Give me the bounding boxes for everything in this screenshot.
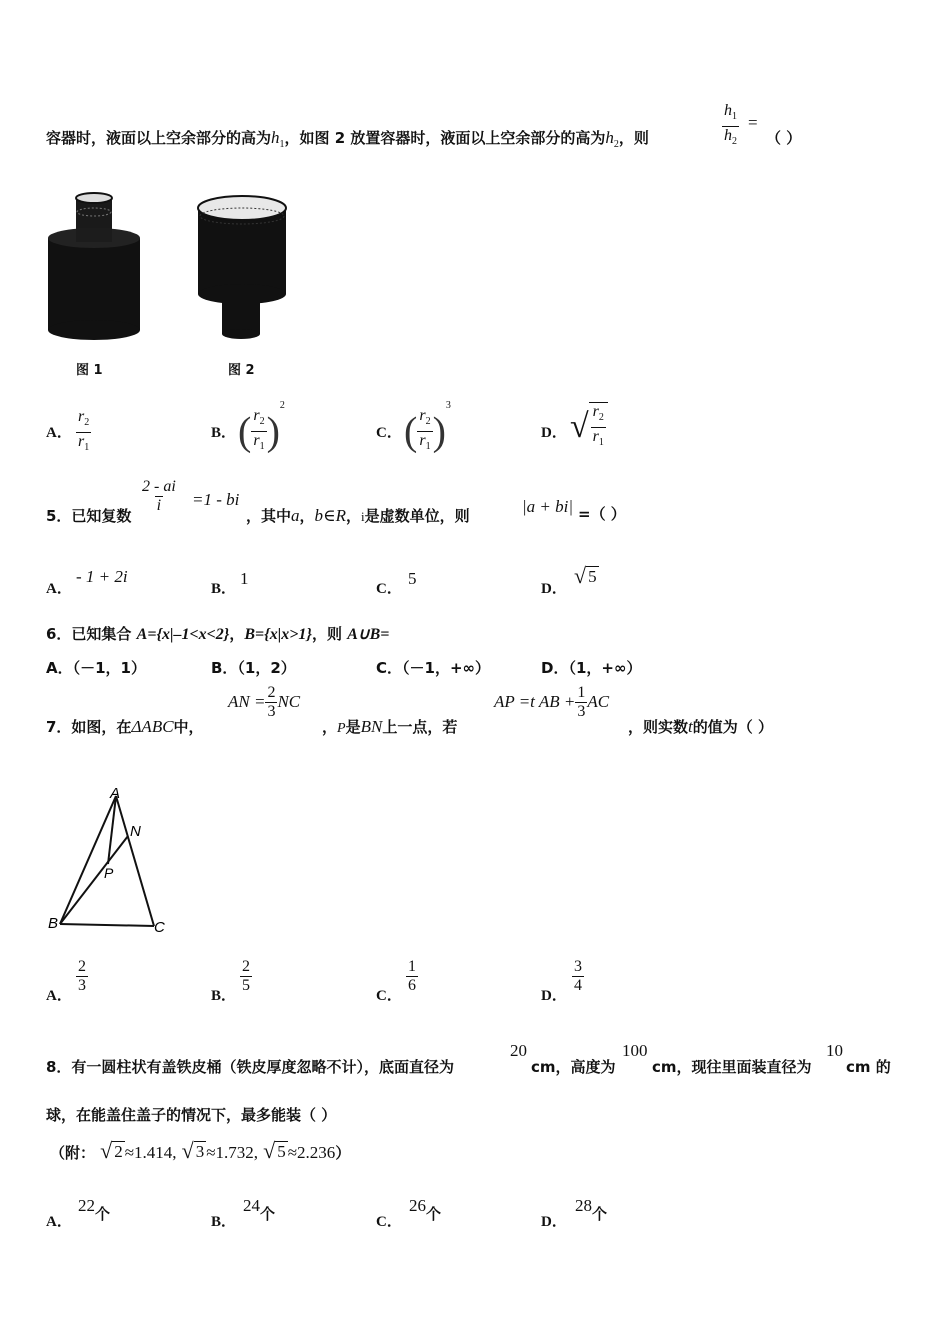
q7-stem-c: ，则实数t的值为（ ） (628, 717, 773, 736)
q5-option-d-value: √ 5 (574, 563, 597, 588)
q5-tail: =（ ） (578, 505, 626, 523)
q6-stem: 6．已知集合 A={x|–1<x<2}，B={x|x>1}，则 A∪B= (46, 625, 390, 643)
q8-option-a-value: 22个 (78, 1196, 111, 1223)
q8-option-c-value: 26个 (409, 1196, 442, 1223)
fig-label-n: N (130, 823, 141, 840)
q6-option-c: C．（－1，+∞） (376, 659, 491, 677)
q8-option-b-value: 24个 (243, 1196, 276, 1223)
q5-option-b-label: B． (211, 581, 237, 597)
q7-an-expr: AN = $\frac{2}{3}$ NC (228, 684, 301, 720)
q8-text-1: 8．有一圆柱状有盖铁皮桶（铁皮厚度忽略不计），底面直径为 (46, 1058, 454, 1076)
q7-option-d-label: D． (541, 988, 567, 1004)
q8-option-b-label: B． (211, 1214, 237, 1230)
q4-stem (46, 127, 649, 150)
q7-option-b-value: $\frac{2}{5}$ (242, 958, 250, 994)
q6-option-b: B．（1，2） (211, 659, 296, 677)
q4-option-d-label: D． (541, 425, 567, 441)
q7-stem-a: 7．如图，在ΔABC中， (46, 717, 204, 736)
q8-line-2: 球，在能盖住盖子的情况下，最多能装（ ） (46, 1106, 337, 1124)
q4-ratio: $\frac{h_1}{h_2}$ (722, 102, 739, 151)
fig-label-p: P (104, 865, 114, 881)
q8-height: 100 (622, 1041, 648, 1060)
q4-option-b-label: B． (211, 425, 237, 441)
q5-prefix: 5．已知复数 (46, 507, 132, 525)
q4-text-1: 容器时，液面以上空余部分的高为 (46, 129, 272, 147)
q5-eq-rhs: =1 - bi (192, 490, 240, 509)
q5-option-c-value: 5 (408, 569, 417, 588)
q5-stem-rest: ，其中a，b∈R，i是虚数单位，则 (246, 506, 470, 525)
q8-option-d-label: D． (541, 1214, 567, 1230)
fig-label-c: C (154, 919, 165, 936)
q7-triangle-figure (44, 780, 174, 940)
q6-option-d: D．（1，+∞） (541, 659, 642, 677)
q4-h1: $h_1$ (271, 128, 285, 150)
q4-equals: = (748, 113, 758, 132)
q7-option-d-value: $\frac{3}{4}$ (574, 958, 582, 994)
q4-figure-2 (192, 188, 292, 348)
fig-label-a: A (110, 785, 121, 802)
q5-abs-expr: |a + bi| (522, 497, 574, 516)
q4-text-3: ，则 (618, 129, 649, 147)
q7-stem-b: ，P是BN上一点，若 (322, 717, 458, 736)
q8-diameter: 20 (510, 1041, 527, 1060)
q4-option-a-label: A． (46, 425, 72, 441)
fig1-caption: 图 1 (76, 363, 103, 378)
q7-ap-expr: AP =t AB + $\frac{1}{3}$ AC (494, 684, 610, 720)
q4-option-d-value: √ $\frac{r_2}{r_1}$ (570, 402, 608, 452)
q7-option-c-label: C． (376, 988, 402, 1004)
q5-option-d-label: D． (541, 581, 567, 597)
q5-option-b-value: 1 (240, 569, 249, 588)
q8-option-a-label: A． (46, 1214, 72, 1230)
q5-option-a-value: - 1 + 2i (76, 567, 128, 586)
q8-option-d-value: 28个 (575, 1196, 608, 1223)
q5-option-c-label: C． (376, 581, 402, 597)
q8-text-2: cm，高度为 (531, 1058, 616, 1076)
q4-option-c-label: C． (376, 425, 402, 441)
q8-text-4: cm 的 (846, 1058, 891, 1076)
q8-note: （附： √ 2 ≈1.414, √ 3 ≈1.732, √ 5 ≈2.236） (50, 1138, 351, 1163)
q5-fraction: $\frac{2 - ai}{i}$ (142, 478, 176, 514)
fig-label-b: B (48, 915, 59, 932)
q4-option-a-value: $\frac{r_2}{r_1}$ (76, 408, 91, 457)
fig2-caption: 图 2 (228, 363, 255, 378)
q5-option-a-label: A． (46, 581, 72, 597)
q7-option-c-value: $\frac{1}{6}$ (408, 958, 416, 994)
q4-text-2: ，如图 2 放置容器时，液面以上空余部分的高为 (284, 129, 606, 147)
q4-answer-paren: （ ） (766, 129, 802, 147)
q8-text-3: cm，现往里面装直径为 (652, 1058, 812, 1076)
q4-figure-1 (40, 190, 150, 350)
q7-option-a-label: A． (46, 988, 72, 1004)
q7-option-b-label: B． (211, 988, 237, 1004)
q4-option-b-value: ( $\frac{r_2}{r_1}$ )$^2$ (238, 400, 285, 456)
q7-option-a-value: $\frac{2}{3}$ (78, 958, 86, 994)
q8-ball-diameter: 10 (826, 1041, 843, 1060)
q8-option-c-label: C． (376, 1214, 402, 1230)
q6-option-a: A．（－1，1） (46, 659, 146, 677)
q4-option-c-value: ( $\frac{r_2}{r_1}$ )$^3$ (404, 400, 451, 456)
q4-h2: $h_2$ (605, 128, 619, 150)
